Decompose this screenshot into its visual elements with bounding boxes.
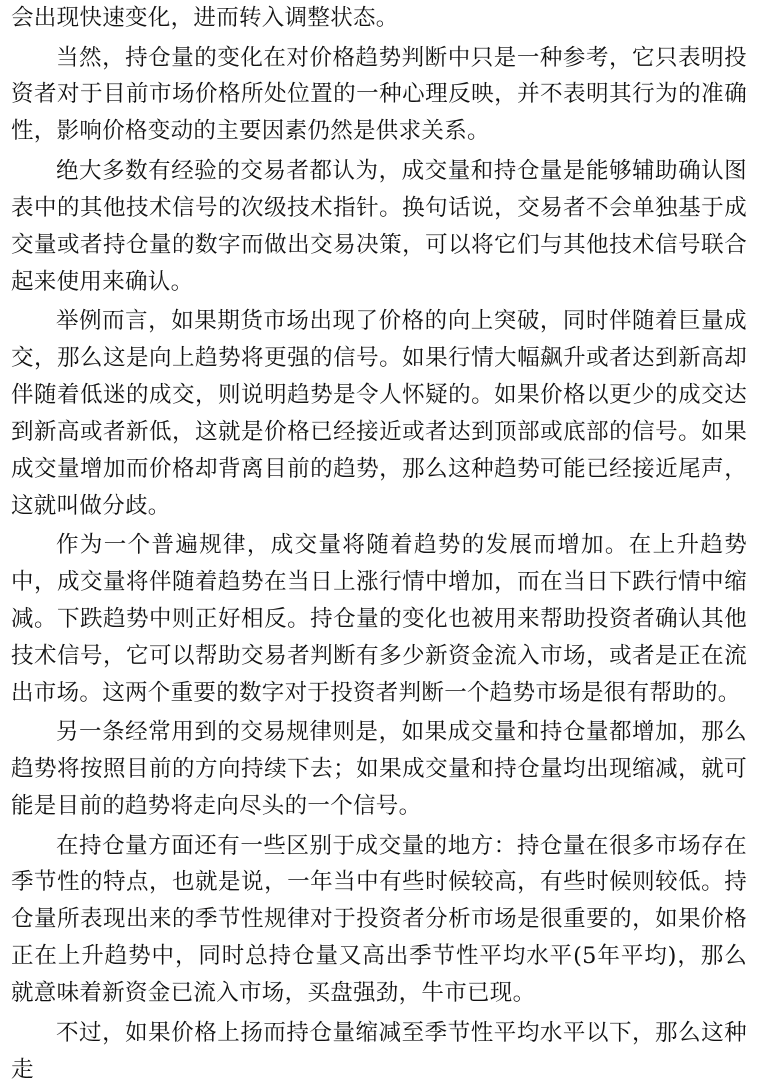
paragraph-4: 举例而言，如果期货市场出现了价格的向上突破，同时伴随着巨量成交，那么这是向上趋势将更强的信号。如果行情大幅飙升或者达到新高却伴随着低迷的成交，则说明趋势是令人怀疑的。如果价格以更少的成交达到新高或者新低，这就是价格已经接近或者达到顶部或底部的信号。如果成交量增加而价格却背离目前的趋势，那么这种趋势可能已经接近尾声，这就叫做分歧。 (11, 308, 747, 519)
paragraph-7: 在持仓量方面还有一些区别于成交量的地方：持仓量在很多市场存在季节性的特点，也就是说，一年当中有些时候较高，有些时候则较低。持仓量所表现出来的季节性规律对于投资者分析市场是很重要的，如果价格正在上升趋势中，同时总持仓量又高出季节性平均水平(5年平均)，那么就意味着新资金已流入市场，买盘强劲，牛市已现。 (11, 832, 747, 1007)
paragraph-6: 另一条经常用到的交易规律则是，如果成交量和持仓量都增加，那么趋势将按照目前的方向持续下去；如果成交量和持仓量均出现缩减，就可能是目前的趋势将走向尽头的一个信号。 (11, 719, 747, 819)
paragraph-3: 绝大多数有经验的交易者都认为，成交量和持仓量是能够辅助确认图表中的其他技术信号的次级技术指针。换句话说，交易者不会单独基于成交量或者持仓量的数字而做出交易决策，可以将它们与其他技术信号联合起来使用来确认。 (11, 157, 747, 295)
paragraph-8: 不过，如果价格上扬而持仓量缩减至季节性平均水平以下，那么这种走 (11, 1019, 747, 1083)
document-page (11, 0, 747, 1088)
paragraph-2: 当然，持仓量的变化在对价格趋势判断中只是一种参考，它只表明投资者对于目前市场价格所处位置的一种心理反映，并不表明其行为的准确性，影响价格变动的主要因素仍然是供求关系。 (11, 44, 747, 145)
paragraph-1: 会出现快速变化，进而转入调整状态。 (11, 5, 399, 31)
paragraph-5: 作为一个普遍规律，成交量将随着趋势的发展而增加。在上升趋势中，成交量将伴随着趋势在当日上涨行情中增加，而在当日下跌行情中缩减。下跌趋势中则正好相反。持仓量的变化也被用来帮助投资者确认其他技术信号，它可以帮助交易者判断有多少新资金流入市场，或者是正在流出市场。这两个重要的数字对于投资者判断一个趋势市场是很有帮助的。 (11, 532, 747, 706)
